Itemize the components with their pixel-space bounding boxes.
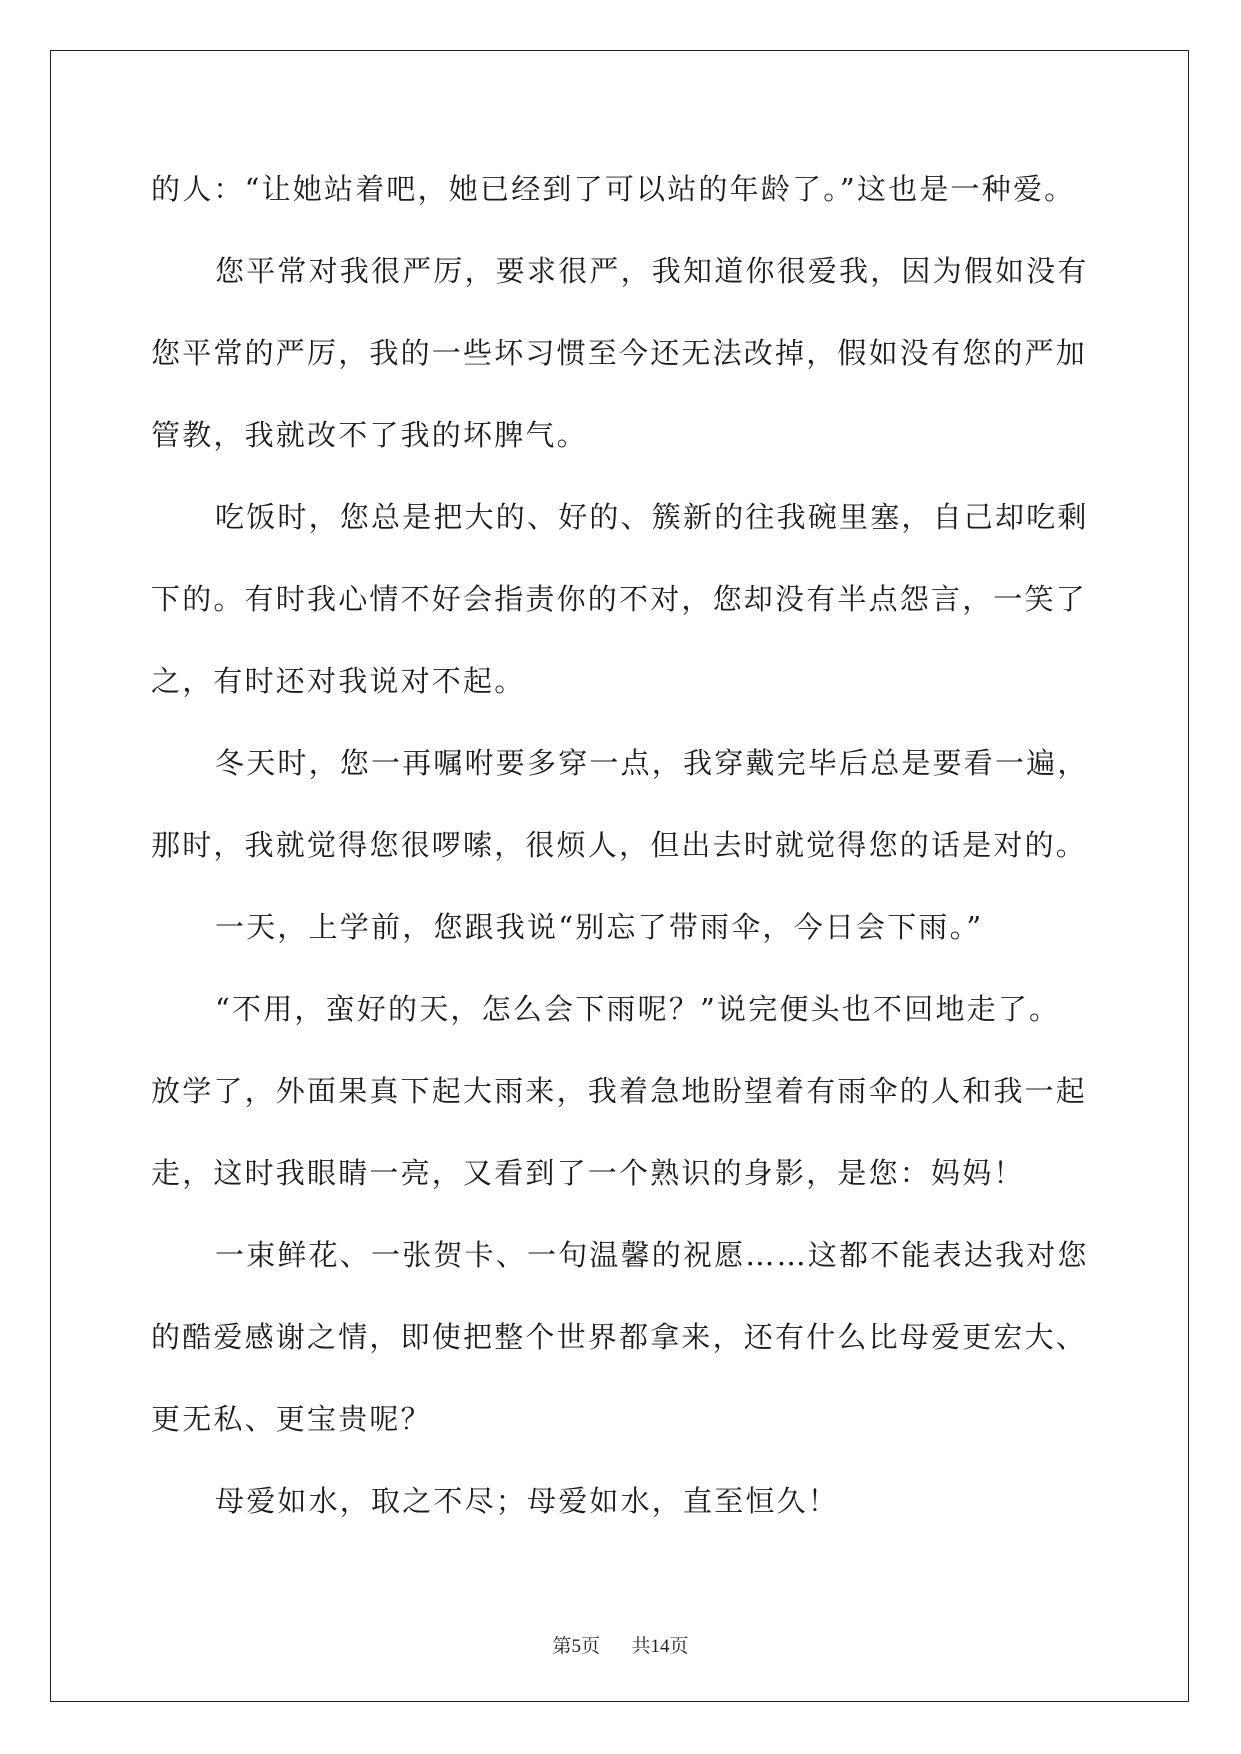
text-line: 冬天时，您一再嘱咐要多穿一点，我穿戴完毕后总是要看一遍，: [215, 746, 1089, 780]
text-line: “不用，蛮好的天，怎么会下雨呢？”说完便头也不回地走了。: [215, 992, 1061, 1026]
text-line: 下的。有时我心情不好会指责你的不对，您却没有半点怨言，一笑了: [151, 582, 1088, 616]
text-line: 之，有时还对我说对不起。: [151, 664, 526, 698]
text-line: 走，这时我眼睛一亮，又看到了一个熟识的身影，是您：妈妈！: [151, 1156, 1025, 1190]
text-line: 的酷爱感谢之情，即使把整个世界都拿来，还有什么比母爱更宏大、: [151, 1320, 1088, 1354]
text-line: 的人：“让她站着吧，她已经到了可以站的年龄了。”这也是一种爱。: [151, 172, 1076, 206]
page-total: 共14页: [631, 1636, 689, 1657]
text-line: 放学了，外面果真下起大雨来，我着急地盼望着有雨伞的人和我一起: [151, 1074, 1088, 1108]
document-body: [151, 148, 1101, 1542]
text-line: 那时，我就觉得您很啰嗦，很烦人，但出去时就觉得您的话是对的。: [151, 828, 1088, 862]
page-number: 第5页: [552, 1636, 600, 1657]
page-footer: [0, 1631, 1241, 1658]
text-line: 母爱如水，取之不尽；母爱如水，直至恒久！: [215, 1484, 840, 1518]
text-line: 您平常的严厉，我的一些坏习惯至今还无法改掉，假如没有您的严加: [151, 336, 1088, 370]
text-line: 您平常对我很严厉，要求很严，我知道你很爱我，因为假如没有: [215, 254, 1089, 288]
text-line: 一天，上学前，您跟我说“别忘了带雨伞，今日会下雨。”: [215, 910, 984, 944]
text-line: 更无私、更宝贵呢？: [151, 1402, 432, 1436]
text-line: 吃饭时，您总是把大的、好的、簇新的往我碗里塞，自己却吃剩: [215, 500, 1089, 534]
text-line: 一束鲜花、一张贺卡、一句温馨的祝愿……这都不能表达我对您: [215, 1238, 1089, 1272]
text-line: 管教，我就改不了我的坏脾气。: [151, 418, 588, 452]
